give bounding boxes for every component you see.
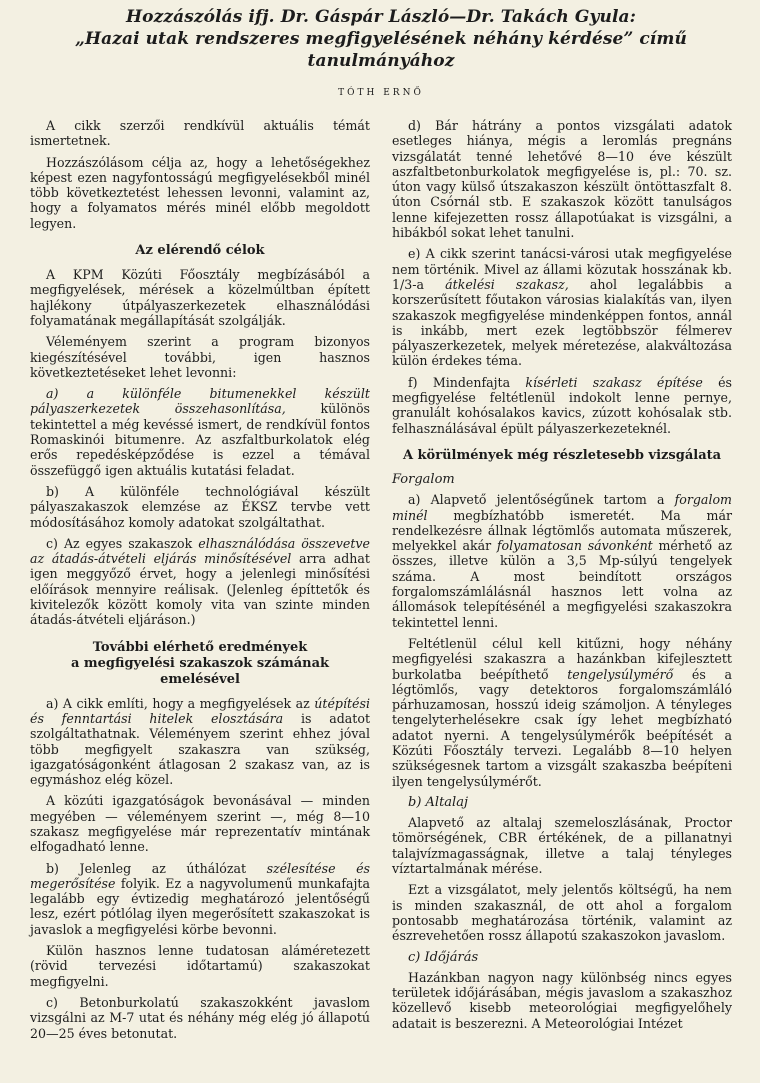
paragraph-text: és a légtömlős, vagy detektoros forgalomszámláló párhuzamosan, hosszú ideig számoljon. A tényleges tengelyterhelésekre csak így lehet megbízható adatot nyerni. A tengelysúlymérők beépítését a Közúti Főosztály tervezi. Legalább 8—10 helyen szükségesnek tartom a vizsgált szakaszba beépíteni ilyen tengelysúlymérőt. bbox=[392, 666, 732, 789]
paragraph: Alapvető az altalaj szemeloszlásának, Proctor tömörségének, CBR értékének, de a pillanatnyi talajvízmagasságnak, illetve a talaj tényleges víztartalmának mérése. bbox=[392, 815, 732, 877]
paragraph-text: megbízhatóbb ismeretét. Ma már rendelkezésre állnak légtömlős automata műszerek, melyekkel akár bbox=[392, 507, 732, 554]
paragraph-text: folyik. Ez a nagyvolumenű munkafajta legalább egy évtizedig meghatározó jelentőségű lesz, ezért pótlólag ilyen megerősített szakaszokat is javaslok a megfigyelési körbe bevonni. bbox=[30, 875, 370, 937]
paragraph: A cikk szerzői rendkívül aktuális témát ismertetnek. bbox=[30, 118, 370, 149]
emphasis: forgalom minél bbox=[392, 492, 732, 523]
paragraph bbox=[392, 636, 732, 789]
title-line-2: „Hazai utak rendszeres megfigyelésének néhány kérdése” című bbox=[75, 29, 687, 49]
list-item bbox=[30, 386, 370, 478]
section-heading: A körülmények még részletesebb vizsgálata bbox=[402, 447, 722, 463]
list-item bbox=[30, 696, 370, 788]
list-item bbox=[392, 246, 732, 368]
subsection-heading: Forgalom bbox=[392, 471, 455, 487]
paragraph-text: a) A cikk említi, hogy a megfigyelések az bbox=[46, 695, 315, 711]
emphasis: szélesítése és megerősítése bbox=[30, 860, 370, 891]
list-item bbox=[30, 536, 370, 628]
paragraph-text: c) Az egyes szakaszok bbox=[46, 535, 199, 551]
paragraph-text: e) A cikk szerint tanácsi-városi utak megfigyelése nem történik. Mivel az állami közutak hosszának kb. 1/3-a bbox=[392, 246, 732, 292]
subsection-heading: c) Időjárás bbox=[408, 949, 479, 965]
paragraph-text: Feltétlenül célul kell kitűzni, hogy néhány megfigyelési szakaszra a hazánkban kifejlesztett burkolatba beépíthető bbox=[392, 635, 732, 682]
paragraph-text: ahol legalábbis a korszerűsített főutakon városias kialakítás van, ilyen szakaszok megfigyelése mindenképpen fontos, annál is inkább, mert ezek legtöbbször félmerev pályaszerkezetek, melyek méretezése, alakváltozása külön érdekes téma. bbox=[392, 276, 732, 369]
paragraph: A KPM Közúti Főosztály megbízásából a megfigyelések, mérések a közelmúltban épített hajlékony útpályaszerkezetek elhasználódási folyamatának megállapítását szolgálják. bbox=[30, 267, 370, 328]
paragraph-text: mérhető az összes, illetve külön a 3,5 Mp-súlyú tengelyek száma. A most beindított országos forgalomszámlálásnál hasznos lett volna az állomások telepítésénél a megfigyelési szakaszokra tekintettel lenni. bbox=[392, 538, 732, 630]
author-name: TÓTH ERNŐ bbox=[338, 88, 424, 98]
emphasis: kísérleti szakasz építése bbox=[525, 374, 703, 390]
emphasis: útépítési és fenntartási hitelek elosztására bbox=[30, 695, 370, 726]
title-line-3: tanulmányához bbox=[307, 51, 455, 71]
paragraph: Külön hasznos lenne tudatosan aláméretezett (rövid tervezési időtartamú) szakaszokat megfigyelni. bbox=[30, 943, 370, 989]
right-column bbox=[392, 118, 732, 1047]
title-line-1: Hozzászólás ifj. Dr. Gáspár László—Dr. Takách Gyula: bbox=[126, 7, 636, 27]
emphasis: tengelysúlymérő bbox=[567, 666, 674, 682]
left-column bbox=[30, 118, 370, 1047]
list-item: c) Betonburkolatú szakaszokként javaslom vizsgálni az M-7 utat és néhány még elég jó állapotú 20—25 éves betonutat. bbox=[30, 994, 370, 1041]
paragraph: Ezt a vizsgálatot, mely jelentős költségű, ha nem is minden szakasznál, de ott ahol a forgalom pontosabb meghatározása történik, valamint az észrevehetően rossz állapotú szakaszokon javaslom. bbox=[392, 882, 732, 944]
list-item bbox=[392, 375, 732, 436]
article-title bbox=[30, 6, 732, 72]
paragraph: Hazánkban nagyon nagy különbség nincs egyes területek időjárásában, mégis javaslom a szakaszhoz közellevő kisebb meteorológiai megfigyelőhely adatait is beszerezni. A Meteorológiai Intézet bbox=[392, 969, 732, 1031]
paragraph-text: a) Alapvető jelentőségűnek tartom a bbox=[408, 492, 675, 508]
article-body bbox=[30, 118, 732, 1047]
paragraph: Hozzászólásom célja az, hogy a lehetőségekhez képest ezen nagyfontosságú megfigyelésekből minél több következtetést lehessen levonni, valamint az, hogy a folyamatos mérés minél előbb megoldott legyen. bbox=[30, 154, 370, 231]
paragraph: Véleményem szerint a program bizonyos kiegészítésével további, igen hasznos következtetéseket lehet levonni: bbox=[30, 334, 370, 380]
paragraph-text: f) Mindenfajta bbox=[408, 374, 526, 390]
emphasis: elhasználódása összevetve az átadás-átvételi eljárás minősítésével bbox=[30, 535, 370, 567]
paragraph-text: b) Jelenleg az úthálózat bbox=[46, 860, 267, 876]
paragraph-text: arra adhat igen meggyőző érvet, hogy a jelenlegi minősítési előírások mennyire reálisak. (Jelenleg építtetők és kivitelezők között komoly vita van szinte minden átadás-átvételi eljáráson.) bbox=[30, 551, 370, 628]
section-heading bbox=[30, 640, 370, 688]
list-item bbox=[30, 861, 370, 937]
emphasis: folyamatosan sávonként bbox=[496, 538, 653, 554]
list-item: b) A különféle technológiával készült pályaszakaszok elemzése az ÉKSZ tervbe vett módosításához komoly adatokat szolgáltathat. bbox=[30, 483, 370, 530]
list-item: d) Bár hátrány a pontos vizsgálati adatok esetleges hiánya, mégis a leromlás pregnáns vizsgálatát tenné lehetővé 8—10 éve készült aszfaltbetonburkolatok megfigyelése is, pl.: 70. sz. úton vagy külső útszakaszon készült öntöttaszfalt 8. úton Csórnál stb. E szakaszok között tanulságos lenne kifejezetten rossz állapotúakat is vizsgálni, a hibákból sokat lehet tanulni. bbox=[392, 118, 732, 241]
emphasis: átkelési szakasz, bbox=[445, 276, 569, 292]
list-item bbox=[392, 492, 732, 630]
subsection-heading: b) Altalaj bbox=[408, 794, 468, 810]
paragraph-text: különös tekintettel a még kevéssé ismert, de rendkívül fontos Romaskinói bitumenre. Az aszfaltburkolatok elég erős repedésképződése is ezzel a témával összefüggő igen aktuális kutatási feladat. bbox=[30, 401, 370, 478]
paragraph-text: és megfigyelése feltétlenül indokolt lenne pernye, granulált kohósalakos kavics, zúzott kohósalak stb. felhasználásával épült pályaszerkezeteknél. bbox=[392, 374, 732, 436]
section-heading-line-2: a megfigyelési szakaszok számának emelésével bbox=[70, 655, 330, 687]
emphasis: a) a különféle bitumenekkel készült pályaszerkezetek összehasonlítása, bbox=[30, 386, 370, 417]
paragraph-text: is adatot szolgáltathatnak. Véleményem szerint ehhez jóval több megfigyelt szakaszra van szükség, igazgatóságonként átlagosan 2 szakasz van, az is egymáshoz elég közel. bbox=[30, 710, 371, 788]
section-heading: Az elérendő célok bbox=[135, 243, 265, 259]
paragraph: A közúti igazgatóságok bevonásával — minden megyében — véleményem szerint —, még 8—10 szakasz megfigyelése már reprezentatív mintának elfogadható lenne. bbox=[30, 793, 370, 855]
section-heading-line-1: További elérhető eredmények bbox=[92, 639, 308, 655]
